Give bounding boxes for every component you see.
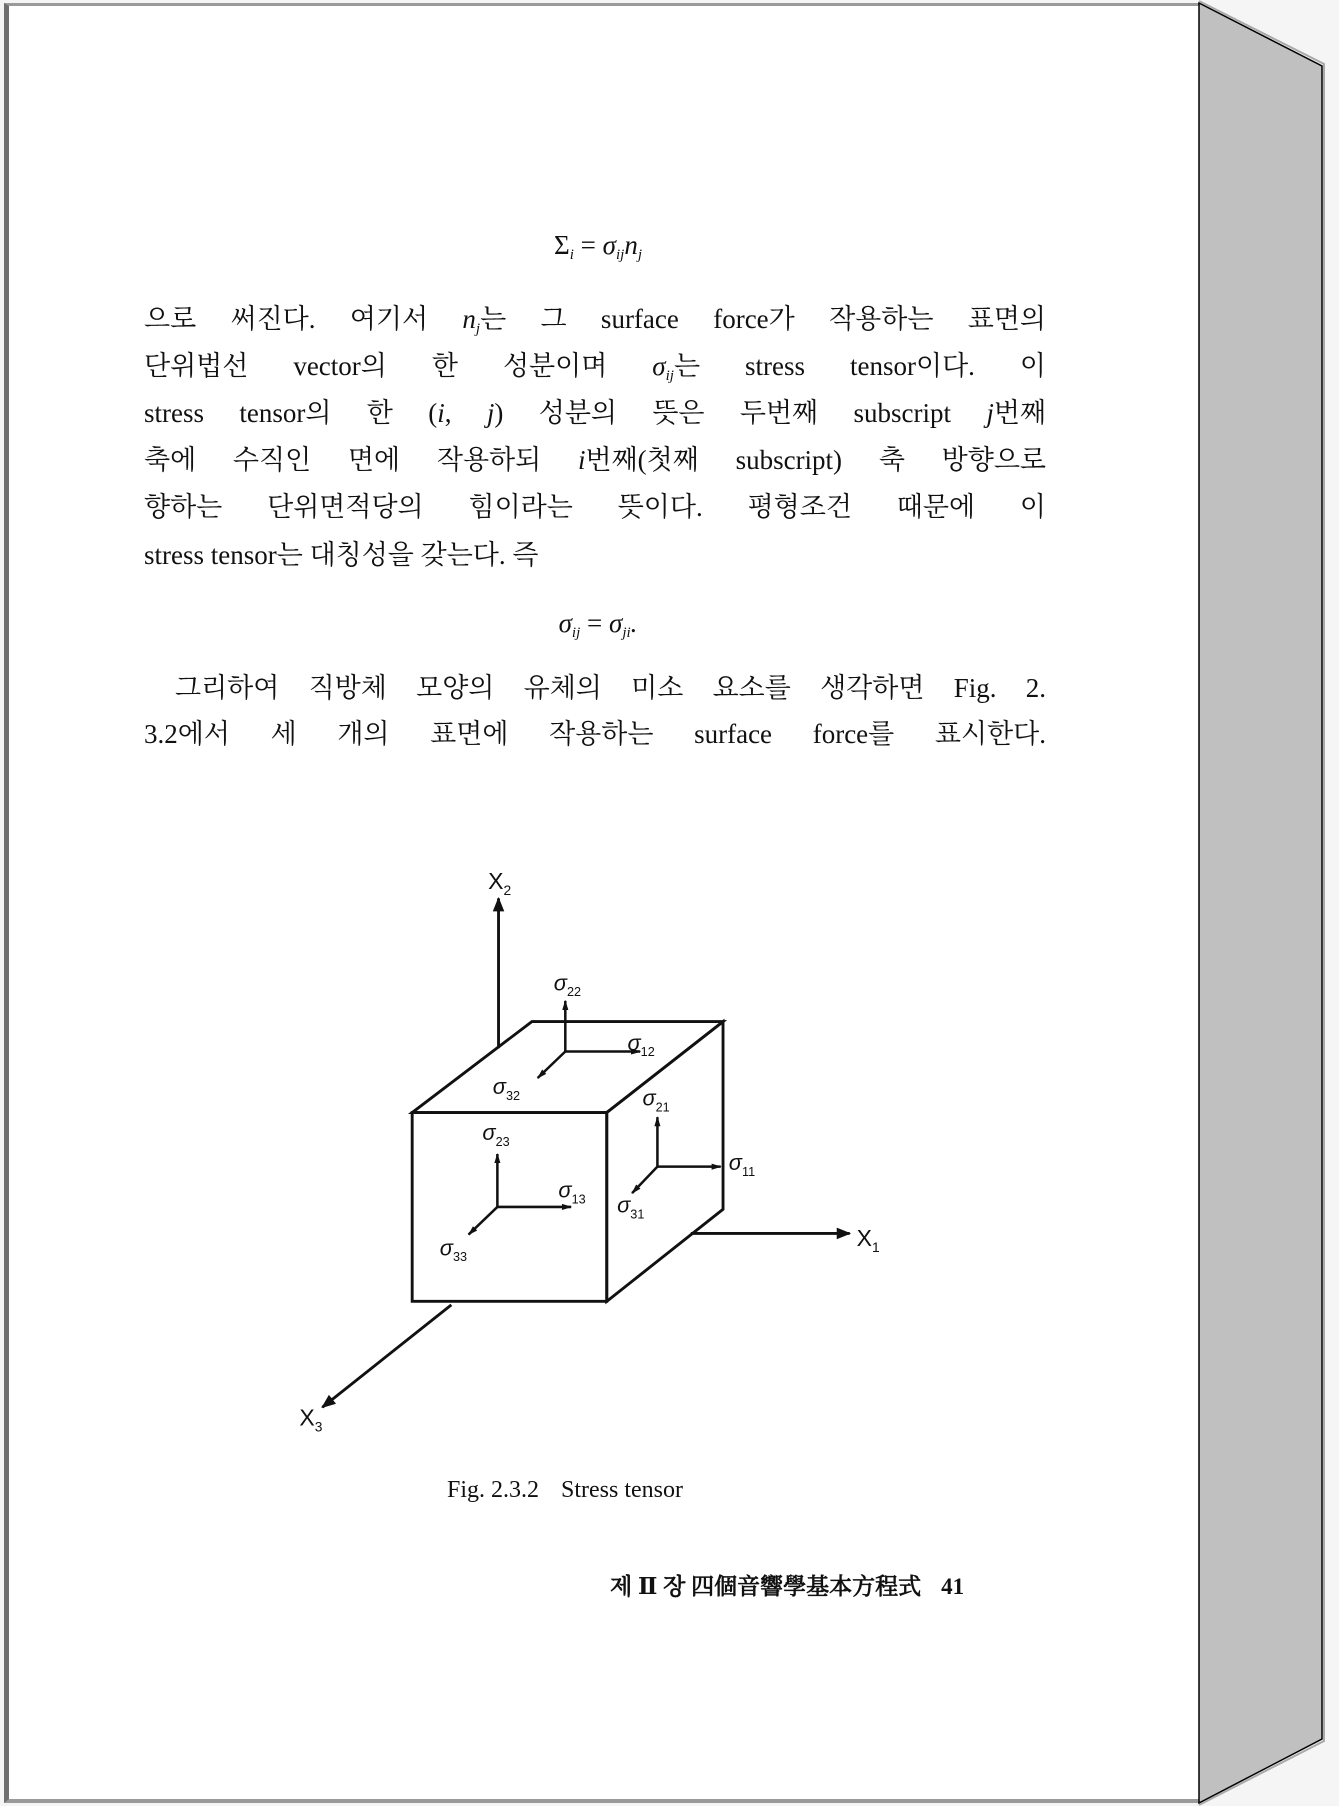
text-line	[144, 301, 1046, 337]
label-s22: $\sigma_{22}$	[553, 970, 582, 1000]
math-symbol: j	[986, 398, 994, 428]
text-line	[175, 670, 1046, 706]
label-s21: $\sigma_{21}$	[642, 1085, 670, 1115]
label-s13: $\sigma_{13}$	[558, 1177, 586, 1207]
x3-label: $X_3$	[299, 1404, 323, 1435]
caption-label: Fig. 2.3.2	[447, 1477, 540, 1503]
chapter-title: 제 Ⅱ 장 四個音響學基本方程式	[610, 1574, 922, 1599]
math-symbol: σ	[652, 351, 666, 381]
text-run: stress tensor의 한 (	[144, 398, 438, 428]
text-line	[144, 489, 1046, 525]
text-run: ,	[444, 398, 487, 428]
text-run: 는 stress tensor이다. 이	[673, 351, 1047, 381]
text-line	[144, 716, 1046, 752]
text-line	[144, 537, 1046, 573]
text-run: 3.2에서 세 개의 표면에 작용하는 surface force를 표시한다.	[144, 719, 1046, 749]
text-run: 번째(첫째 subscript) 축 방향으로	[585, 445, 1046, 475]
page-number: 41	[941, 1574, 965, 1599]
math-subscript: j	[475, 321, 481, 337]
label-s31: $\sigma_{31}$	[617, 1192, 645, 1222]
text-run: 번째	[993, 398, 1047, 428]
label-s12: $\sigma_{12}$	[627, 1030, 655, 1060]
text-run: 향하는 단위면적당의 힘이라는 뜻이다. 평형조건 때문에 이	[144, 492, 1046, 522]
label-s33: $\sigma_{33}$	[439, 1235, 468, 1265]
text-line	[144, 442, 1046, 478]
figure-caption	[447, 1477, 683, 1504]
math-symbol: j	[486, 398, 495, 428]
math-subscript: ij	[665, 368, 674, 384]
book-page	[4, 3, 1199, 1803]
math-symbol: i	[437, 398, 445, 428]
formula-surface-force: $\Sigma_i = \sigma_{ij}n_j$	[554, 230, 642, 263]
text-line	[144, 348, 1046, 384]
text-run: 는 그 surface force가 작용하는 표면의	[480, 304, 1046, 334]
label-s32: $\sigma_{32}$	[492, 1074, 521, 1103]
formula-symmetry: $\sigma_{ij} = \sigma_{ji}$.	[558, 608, 638, 641]
math-symbol: i	[577, 445, 586, 475]
caption-title: Stress tensor	[561, 1477, 684, 1503]
text-run: 단위법선 vector의 한 성분이며	[144, 351, 653, 381]
x2-label: $X_2$	[488, 868, 512, 898]
text-run: 으로 써진다. 여기서	[144, 304, 463, 334]
label-s23: $\sigma_{23}$	[482, 1120, 510, 1149]
label-s11: $\sigma_{11}$	[728, 1150, 756, 1179]
text-run: ) 성분의 뜻은 두번째 subscript	[494, 398, 987, 428]
text-run: 그리하여 직방체 모양의 유체의 미소 요소를 생각하면 Fig. 2.	[175, 673, 1046, 703]
running-footer	[610, 1568, 964, 1601]
text-run: 축에 수직인 면에 작용하되	[144, 445, 578, 475]
math-symbol: n	[462, 304, 476, 334]
text-line	[144, 395, 1046, 431]
text-run: stress tensor는 대칭성을 갖는다. 즉	[144, 540, 539, 570]
x1-label: $X_1$	[856, 1225, 880, 1255]
